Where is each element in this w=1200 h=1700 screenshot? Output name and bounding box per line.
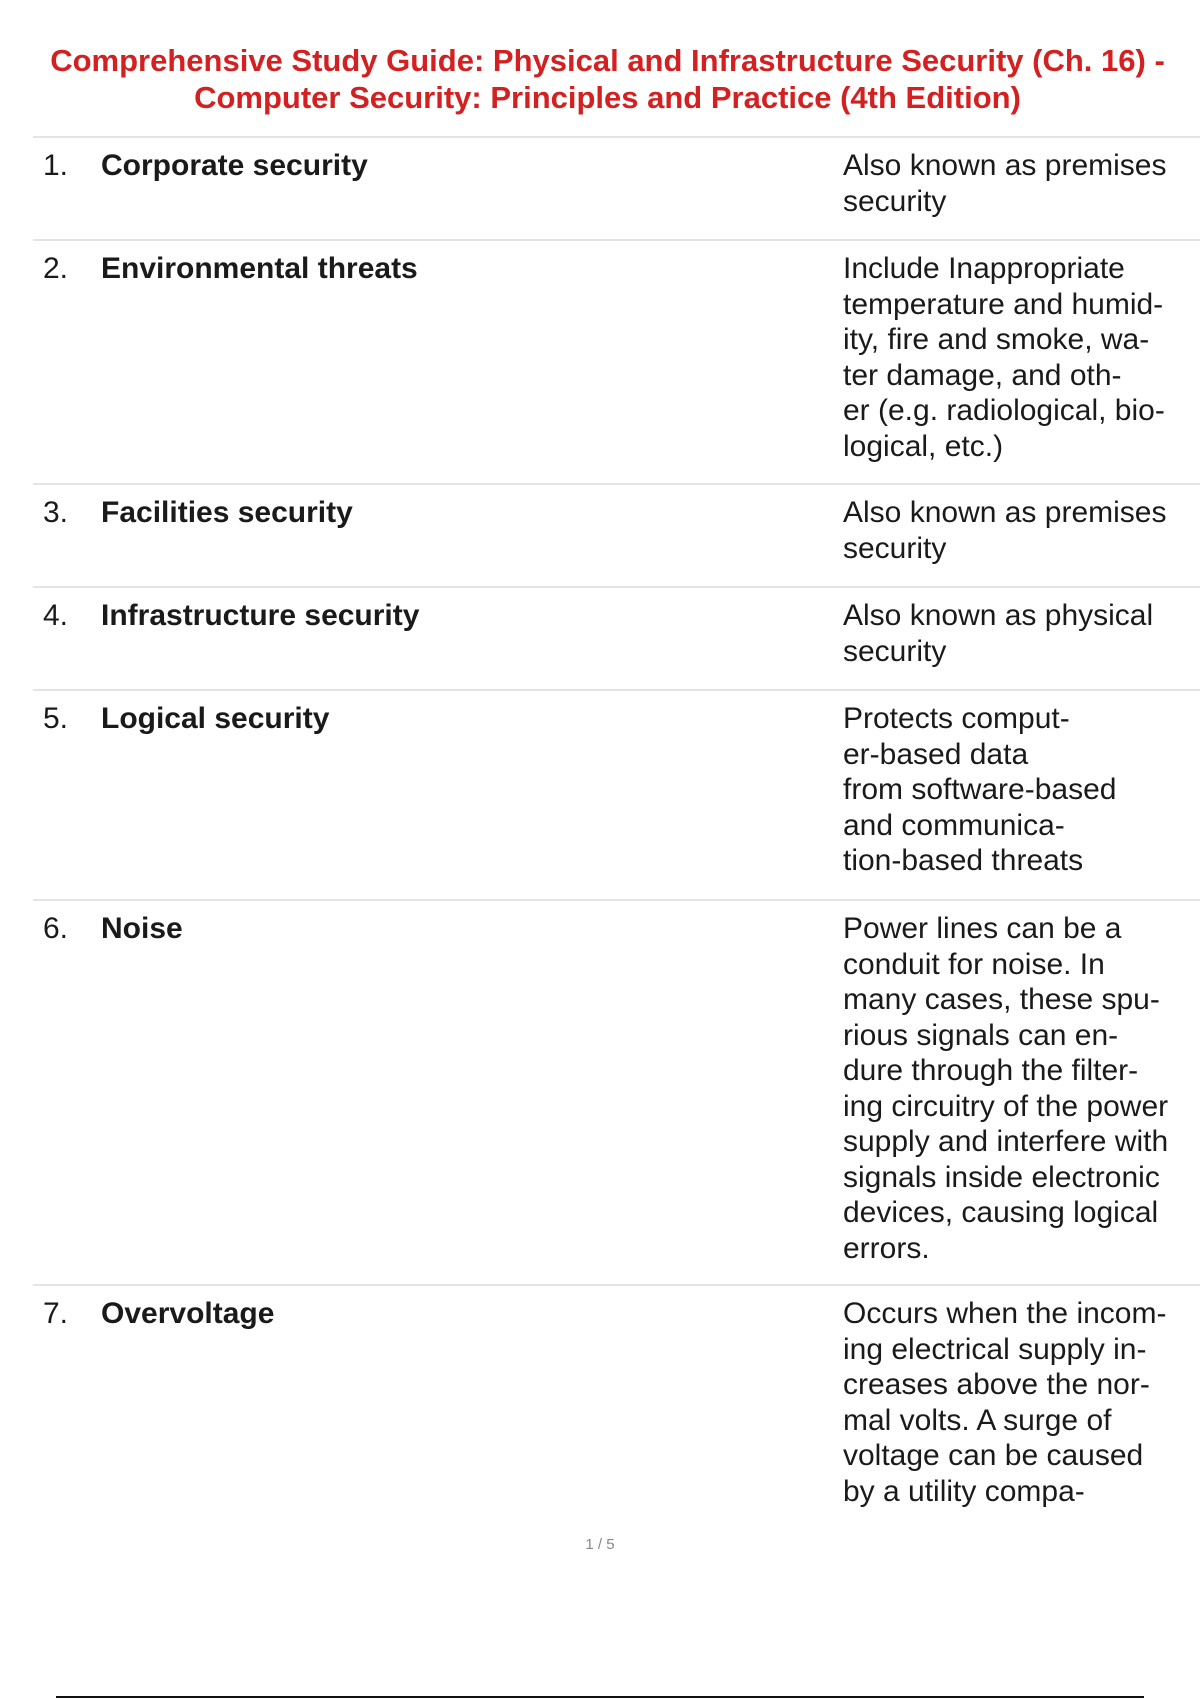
term-number: 7.: [43, 1297, 69, 1330]
term-row: [33, 483, 1200, 586]
term-row: [33, 899, 1200, 1284]
term-row: [33, 136, 1200, 239]
term-definition: Also known as premises security: [843, 496, 1167, 565]
term-name: Overvoltage: [101, 1297, 275, 1330]
term-row: [33, 239, 1200, 483]
term-definition: Power lines can be a conduit for noise. In many cases, these spu- rious signals can en- dure through the filter- ing circuitry of the power supply and interfere with signals inside electronic devices, causing logical errors.: [843, 912, 1169, 1265]
term-name: Noise: [101, 912, 183, 945]
term-definition: Include Inappropriate temperature and humid- ity, fire and smoke, wa- ter damage, and oth- er (e.g. radiological, bio- logical, etc.): [843, 252, 1165, 463]
term-name: Environmental threats: [101, 252, 418, 285]
term-name: Infrastructure security: [101, 599, 420, 632]
term-number: 6.: [43, 912, 69, 945]
term-name: Logical security: [101, 702, 330, 735]
term-number: 3.: [43, 496, 69, 529]
terms-list: [33, 136, 1200, 1524]
term-name: Corporate security: [101, 149, 368, 182]
term-definition: Also known as physical security: [843, 599, 1154, 668]
term-row: [33, 689, 1200, 899]
term-row: [33, 1284, 1200, 1524]
footer-divider: [56, 1696, 1144, 1698]
term-number: 4.: [43, 599, 69, 632]
term-name: Facilities security: [101, 496, 353, 529]
term-number: 2.: [43, 252, 69, 285]
term-row: [33, 586, 1200, 689]
term-definition: Protects comput- er-based data from software-based and communica- tion-based threats: [843, 702, 1117, 877]
term-number: 1.: [43, 149, 69, 182]
page-number: 1 / 5: [585, 1536, 615, 1553]
term-number: 5.: [43, 702, 69, 735]
term-definition: Occurs when the incom- ing electrical supply in- creases above the nor- mal volts. A surge of voltage can be caused by a utility compa-: [843, 1297, 1167, 1508]
term-definition: Also known as premises security: [843, 149, 1167, 218]
document-title: Comprehensive Study Guide: Physical and Infrastructure Security (Ch. 16) - Computer Security: Principles and Practice (4th Edition): [50, 43, 1165, 115]
